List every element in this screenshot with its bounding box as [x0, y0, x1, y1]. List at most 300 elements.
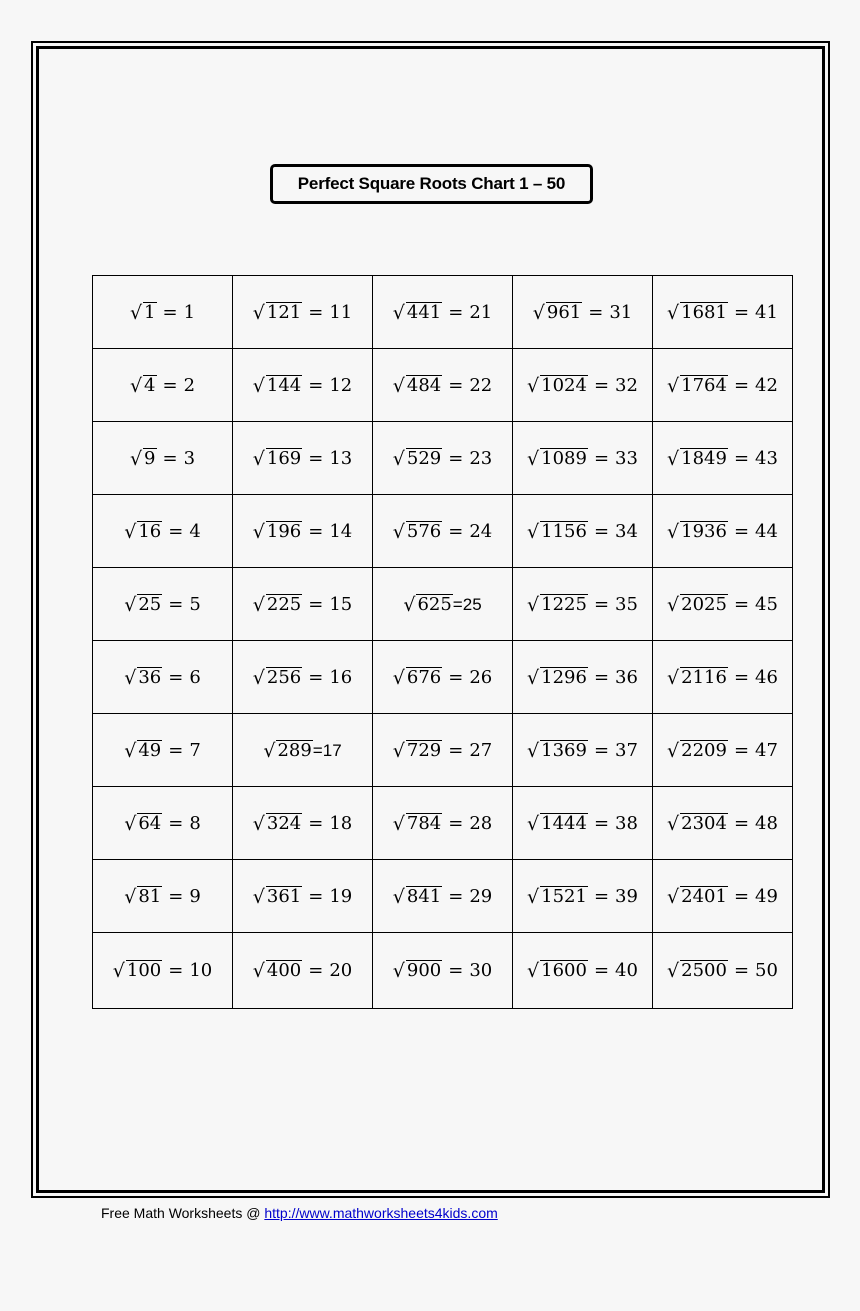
root-expression [527, 959, 638, 982]
root-value: 9 [189, 885, 201, 907]
radical-sign: √ [124, 885, 137, 908]
title-box [270, 164, 593, 204]
radicand: 49 [138, 739, 162, 761]
root-value: 7 [189, 739, 201, 761]
root-value: 48 [755, 812, 778, 834]
root-value: 46 [755, 666, 778, 688]
radical-sign: √ [667, 520, 680, 543]
radical-sign: √ [124, 593, 137, 616]
root-value: 34 [615, 520, 638, 542]
root-value: 32 [615, 374, 638, 396]
radical-sign: √ [392, 374, 405, 397]
root-cell [373, 422, 513, 495]
root-expression [527, 374, 638, 397]
radicand: 64 [138, 812, 162, 834]
radical-sign: √ [392, 666, 405, 689]
equals-sign: = [733, 812, 750, 834]
root-cell [513, 714, 653, 787]
radicand: 625 [417, 593, 452, 615]
root-expression [393, 885, 492, 908]
root-cell [513, 495, 653, 568]
radicand: 1444 [541, 812, 587, 834]
root-value: 37 [615, 739, 638, 761]
equals-sign: = [593, 812, 610, 834]
root-expression [527, 885, 638, 908]
root-value: 50 [755, 960, 778, 982]
root-value: 35 [615, 593, 638, 615]
radical-sign: √ [527, 520, 540, 543]
radicand: 576 [406, 520, 442, 542]
root-expression [527, 739, 638, 762]
root-value: 41 [755, 301, 778, 323]
root-cell [513, 641, 653, 714]
root-expression [263, 739, 341, 762]
root-cell [653, 641, 793, 714]
footer-link[interactable]: http://www.mathworksheets4kids.com [264, 1205, 498, 1221]
root-cell [233, 276, 373, 349]
root-expression [393, 666, 492, 689]
equals-sign: = [308, 301, 324, 323]
root-cell [653, 276, 793, 349]
equals-sign: = [448, 374, 464, 396]
root-value: 33 [615, 447, 638, 469]
root-value: 45 [755, 593, 778, 615]
radicand: 1089 [541, 447, 587, 469]
root-cell [233, 422, 373, 495]
root-expression [124, 812, 201, 835]
root-cell [513, 276, 653, 349]
root-cell [373, 860, 513, 933]
table-row [93, 422, 793, 495]
root-cell [513, 568, 653, 641]
root-value: 4 [189, 520, 201, 542]
root-value: 40 [615, 960, 638, 982]
root-cell [233, 495, 373, 568]
root-value: 15 [329, 593, 353, 615]
root-expression [253, 520, 352, 543]
root-expression [527, 520, 638, 543]
root-expression [667, 447, 778, 470]
root-cell [653, 568, 793, 641]
radicand: 961 [546, 301, 582, 323]
radical-sign: √ [252, 812, 265, 835]
root-value: 42 [755, 374, 778, 396]
equals-sign: = [308, 520, 324, 542]
root-value: 22 [469, 374, 493, 396]
root-value: 44 [755, 520, 778, 542]
root-expression [124, 885, 201, 908]
root-value: 19 [329, 885, 353, 907]
equals-sign: = [168, 666, 184, 688]
radical-sign: √ [403, 593, 416, 616]
radical-sign: √ [252, 520, 265, 543]
root-expression [393, 374, 492, 397]
radical-sign: √ [252, 447, 265, 470]
radicand: 1225 [541, 593, 587, 615]
radicand: 1 [144, 301, 156, 323]
radical-sign: √ [392, 447, 405, 470]
radical-sign: √ [667, 593, 680, 616]
root-cell [233, 568, 373, 641]
radicand: 729 [406, 739, 442, 761]
table-row [93, 349, 793, 422]
equals-sign: = [308, 593, 324, 615]
root-cell [93, 495, 233, 568]
root-cell [653, 349, 793, 422]
root-expression [253, 593, 352, 616]
radical-sign: √ [263, 739, 276, 762]
equals-sign: = [308, 812, 324, 834]
equals-sign: = [593, 885, 610, 907]
root-expression [527, 666, 638, 689]
root-cell [233, 714, 373, 787]
root-expression [533, 301, 632, 324]
root-value: 8 [189, 812, 201, 834]
equals-sign: = [733, 739, 750, 761]
radical-sign: √ [112, 960, 125, 983]
radical-sign: √ [124, 520, 137, 543]
equals-sign: = [452, 594, 463, 614]
root-expression [393, 739, 492, 762]
root-cell [373, 276, 513, 349]
root-cell [93, 349, 233, 422]
radicand: 225 [266, 593, 302, 615]
radical-sign: √ [532, 301, 545, 324]
root-cell [93, 568, 233, 641]
equals-sign: = [168, 960, 184, 982]
root-cell [513, 422, 653, 495]
equals-sign: = [162, 301, 178, 323]
root-value: 6 [189, 666, 201, 688]
radical-sign: √ [124, 739, 137, 762]
radical-sign: √ [667, 447, 680, 470]
root-value: 21 [469, 301, 493, 323]
radicand: 484 [406, 374, 442, 396]
radicand: 1024 [541, 374, 587, 396]
root-value: 30 [469, 960, 493, 982]
radicand: 121 [266, 301, 302, 323]
root-value: 1 [183, 301, 196, 323]
equals-sign: = [162, 374, 178, 396]
equals-sign: = [733, 960, 750, 982]
radicand: 1764 [681, 374, 727, 396]
root-cell [93, 422, 233, 495]
root-value: 10 [189, 960, 213, 982]
root-expression [113, 959, 212, 982]
root-expression [667, 520, 778, 543]
radicand: 256 [266, 666, 302, 688]
root-cell [233, 933, 373, 1009]
root-expression [667, 593, 778, 616]
root-expression [527, 447, 638, 470]
radical-sign: √ [124, 666, 137, 689]
root-expression [253, 374, 352, 397]
root-expression [124, 739, 201, 762]
radical-sign: √ [392, 301, 405, 324]
root-value: 3 [183, 447, 196, 469]
root-cell [373, 714, 513, 787]
equals-sign: = [733, 885, 750, 907]
radical-sign: √ [527, 885, 540, 908]
root-expression [130, 374, 195, 397]
radicand: 400 [266, 960, 302, 982]
root-expression [393, 959, 492, 982]
root-value: 11 [329, 301, 353, 323]
root-expression [667, 301, 778, 324]
root-value: 23 [469, 447, 493, 469]
equals-sign: = [593, 520, 610, 542]
root-cell [93, 933, 233, 1009]
root-expression [393, 812, 492, 835]
radical-sign: √ [129, 374, 143, 397]
root-expression [667, 374, 778, 397]
root-expression [130, 301, 195, 324]
radical-sign: √ [252, 960, 265, 983]
root-value: 24 [469, 520, 493, 542]
equals-sign: = [168, 520, 184, 542]
table-row [93, 787, 793, 860]
root-expression [527, 593, 638, 616]
equals-sign: = [593, 447, 610, 469]
radicand: 1521 [541, 885, 587, 907]
radical-sign: √ [392, 739, 405, 762]
equals-sign: = [733, 666, 750, 688]
root-value: 5 [189, 593, 201, 615]
radicand: 25 [138, 593, 162, 615]
radical-sign: √ [667, 739, 680, 762]
radicand: 2304 [681, 812, 727, 834]
root-expression [124, 666, 201, 689]
equals-sign: = [733, 301, 750, 323]
root-value: 28 [469, 812, 493, 834]
root-value: 31 [609, 301, 633, 323]
root-cell [373, 495, 513, 568]
equals-sign: = [168, 812, 184, 834]
footer-text: Free Math Worksheets @ [101, 1205, 265, 1221]
radicand: 2209 [681, 739, 727, 761]
root-value: 36 [615, 666, 638, 688]
equals-sign: = [593, 593, 610, 615]
table-row [93, 714, 793, 787]
radicand: 1681 [681, 301, 727, 323]
equals-sign: = [733, 593, 750, 615]
radicand: 81 [138, 885, 162, 907]
root-cell [513, 787, 653, 860]
root-expression [253, 885, 352, 908]
radical-sign: √ [252, 885, 265, 908]
root-value: 25 [462, 594, 482, 614]
root-expression [130, 447, 195, 470]
root-expression [253, 812, 352, 835]
equals-sign: = [733, 374, 750, 396]
radical-sign: √ [667, 666, 680, 689]
root-cell [233, 349, 373, 422]
root-cell [93, 276, 233, 349]
radicand: 441 [406, 301, 442, 323]
radical-sign: √ [252, 666, 265, 689]
radical-sign: √ [392, 960, 405, 983]
root-expression [393, 520, 492, 543]
radicand: 1849 [681, 447, 727, 469]
radical-sign: √ [129, 301, 143, 324]
root-cell [653, 933, 793, 1009]
root-expression [124, 520, 201, 543]
equals-sign: = [308, 447, 324, 469]
equals-sign: = [448, 739, 464, 761]
radicand: 2025 [681, 593, 727, 615]
radical-sign: √ [527, 374, 540, 397]
radical-sign: √ [392, 812, 405, 835]
root-expression [667, 885, 778, 908]
root-value: 14 [329, 520, 353, 542]
root-value: 26 [469, 666, 493, 688]
radical-sign: √ [527, 812, 540, 835]
root-cell [373, 349, 513, 422]
square-roots-table [92, 275, 793, 1009]
equals-sign: = [168, 885, 184, 907]
radical-sign: √ [667, 301, 680, 324]
page-title: Perfect Square Roots Chart 1 – 50 [297, 174, 566, 193]
equals-sign: = [308, 960, 324, 982]
radicand: 289 [277, 739, 312, 761]
root-cell [653, 495, 793, 568]
equals-sign: = [593, 739, 610, 761]
root-expression [124, 593, 201, 616]
table-row [93, 276, 793, 349]
radical-sign: √ [527, 593, 540, 616]
root-expression [667, 812, 778, 835]
root-expression [253, 447, 352, 470]
radicand: 1296 [541, 666, 587, 688]
radicand: 784 [406, 812, 442, 834]
root-value: 16 [329, 666, 353, 688]
root-cell [373, 933, 513, 1009]
equals-sign: = [448, 812, 464, 834]
equals-sign: = [588, 301, 604, 323]
root-value: 13 [329, 447, 353, 469]
root-expression [527, 812, 638, 835]
radicand: 4 [144, 374, 156, 396]
root-cell [373, 787, 513, 860]
root-expression [667, 739, 778, 762]
radicand: 2116 [681, 666, 727, 688]
root-value: 49 [755, 885, 778, 907]
radicand: 841 [406, 885, 442, 907]
radical-sign: √ [527, 960, 540, 983]
root-cell [373, 568, 513, 641]
radical-sign: √ [129, 447, 143, 470]
radicand: 169 [266, 447, 302, 469]
equals-sign: = [733, 520, 750, 542]
radical-sign: √ [252, 374, 265, 397]
root-value: 47 [755, 739, 778, 761]
equals-sign: = [593, 666, 610, 688]
radical-sign: √ [392, 885, 405, 908]
equals-sign: = [448, 960, 464, 982]
radicand: 2401 [681, 885, 727, 907]
equals-sign: = [308, 374, 324, 396]
equals-sign: = [308, 885, 324, 907]
radical-sign: √ [667, 812, 680, 835]
root-value: 38 [615, 812, 638, 834]
radical-sign: √ [124, 812, 137, 835]
equals-sign: = [168, 593, 184, 615]
radical-sign: √ [667, 960, 680, 983]
root-cell [233, 641, 373, 714]
equals-sign: = [312, 740, 323, 760]
root-cell [93, 787, 233, 860]
radicand: 900 [406, 960, 442, 982]
root-cell [653, 422, 793, 495]
equals-sign: = [733, 447, 750, 469]
table-row [93, 495, 793, 568]
root-expression [253, 301, 352, 324]
footer [101, 1205, 498, 1221]
equals-sign: = [448, 447, 464, 469]
table-row [93, 568, 793, 641]
root-cell [653, 787, 793, 860]
radicand: 676 [406, 666, 442, 688]
radicand: 196 [266, 520, 302, 542]
radical-sign: √ [667, 885, 680, 908]
root-expression [253, 959, 352, 982]
radical-sign: √ [527, 447, 540, 470]
equals-sign: = [448, 666, 464, 688]
radical-sign: √ [527, 666, 540, 689]
radicand: 1600 [541, 960, 587, 982]
equals-sign: = [162, 447, 178, 469]
table-row [93, 860, 793, 933]
root-expression [667, 959, 778, 982]
root-expression [393, 447, 492, 470]
root-value: 17 [322, 740, 342, 760]
radicand: 100 [126, 960, 162, 982]
radicand: 2500 [681, 960, 727, 982]
root-expression [403, 593, 481, 616]
root-value: 12 [329, 374, 353, 396]
root-value: 18 [329, 812, 353, 834]
root-value: 20 [329, 960, 353, 982]
radical-sign: √ [252, 593, 265, 616]
root-cell [93, 641, 233, 714]
root-value: 29 [469, 885, 493, 907]
equals-sign: = [448, 885, 464, 907]
root-cell [513, 933, 653, 1009]
equals-sign: = [168, 739, 184, 761]
radical-sign: √ [252, 301, 265, 324]
root-cell [233, 787, 373, 860]
radical-sign: √ [527, 739, 540, 762]
equals-sign: = [593, 960, 610, 982]
table-row [93, 641, 793, 714]
equals-sign: = [593, 374, 610, 396]
equals-sign: = [448, 520, 464, 542]
radical-sign: √ [392, 520, 405, 543]
radicand: 9 [144, 447, 156, 469]
radicand: 1156 [541, 520, 587, 542]
radicand: 324 [266, 812, 302, 834]
root-cell [233, 860, 373, 933]
radicand: 16 [138, 520, 162, 542]
radicand: 1936 [681, 520, 727, 542]
root-cell [93, 860, 233, 933]
root-expression [667, 666, 778, 689]
root-cell [653, 714, 793, 787]
root-value: 39 [615, 885, 638, 907]
root-value: 43 [755, 447, 778, 469]
root-cell [653, 860, 793, 933]
root-cell [513, 860, 653, 933]
